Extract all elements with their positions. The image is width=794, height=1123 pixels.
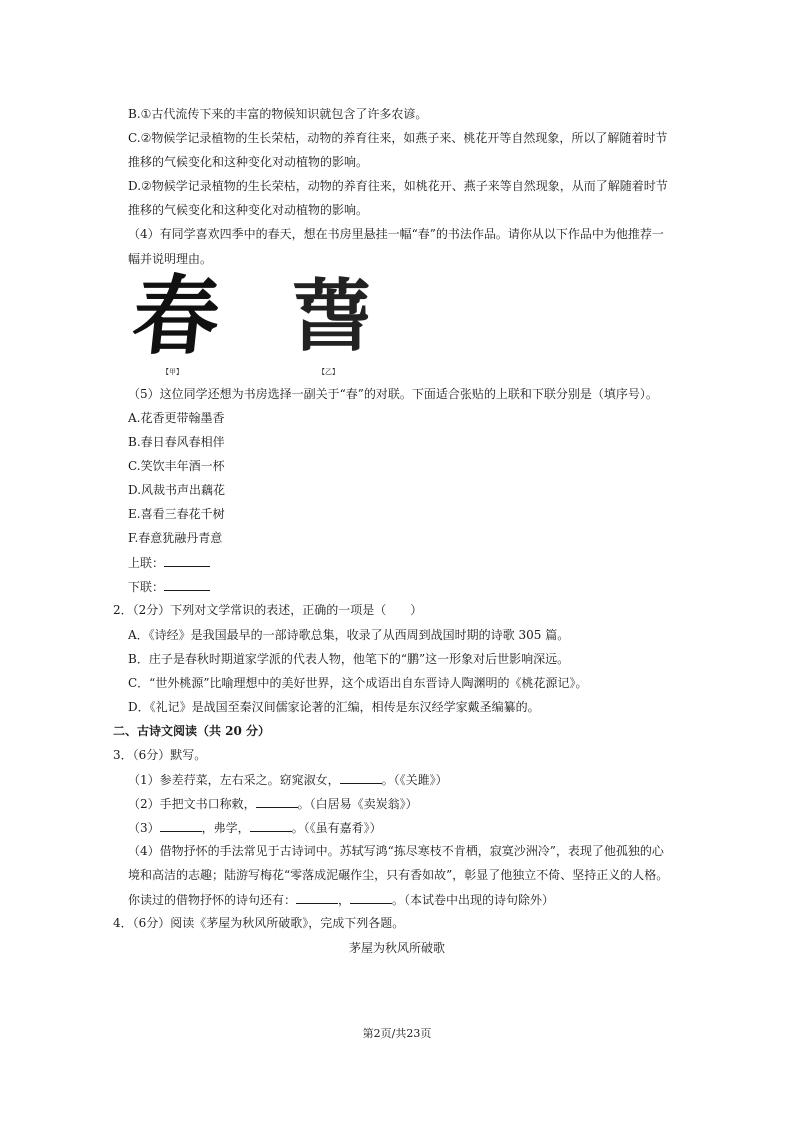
q2-stem: 2．（2分）下列对文学常识的表述，正确的一项是（ ） (113, 603, 423, 617)
q3-stem: 3．（6分）默写。 (113, 748, 207, 762)
q1-option-d-line1: D.②物候学记录植物的生长荣枯，动物的养育往来，如桃花开、燕子来等自然现象，从而了解随着时节 (128, 179, 668, 193)
q3-item-2-text: （2）手把文书口称敕， (128, 797, 256, 811)
page-number-footer: 第2页/共23页 (362, 1027, 432, 1040)
q3-item-2 (128, 795, 418, 812)
calligraphy-yi-image (292, 272, 371, 362)
q2-option-b: B．庄子是春秋时期道家学派的代表人物，他笔下的“鹏”这一形象对后世影响深远。 (128, 652, 570, 666)
calligraphy-jia-glyph: 春 (127, 266, 225, 367)
q3-item-3-blank-1[interactable] (160, 819, 202, 832)
q3-item-3 (128, 819, 382, 836)
q3-item-3-source: 。（《虽有嘉肴》） (291, 821, 382, 835)
calligraphy-jia-caption: 【甲】 (162, 368, 183, 376)
q3-item-4-blank-1[interactable] (296, 891, 338, 904)
q3-item-3-blank-2[interactable] (250, 819, 292, 832)
q3-item-2-source: 。（白居易《卖炭翁》） (297, 797, 418, 811)
q2-option-d: D．《礼记》是战国至秦汉间儒家论著的汇编，相传是东汉经学家戴圣编纂的。 (128, 700, 540, 714)
upper-couplet-blank[interactable] (164, 554, 210, 567)
q3-item-4-line3 (128, 891, 554, 908)
q2-option-c: C．“世外桃源”比喻理想中的美好世界，这个成语出自东晋诗人陶渊明的《桃花源记》。 (128, 676, 588, 690)
q3-item-1-text: （1）参差荇菜，左右采之。窈窕淑女， (128, 773, 340, 787)
calligraphy-yi-glyph: 萅 (292, 272, 371, 362)
q1-5-option-f: F.春意犹融丹青意 (128, 531, 223, 545)
q1-5-lower-couplet (128, 578, 210, 595)
q3-item-4-note: 。（本试卷中出现的诗句除外） (392, 893, 555, 907)
calligraphy-yi-caption: 【乙】 (318, 368, 339, 376)
poem-title: 茅屋为秋风所破歌 (348, 941, 445, 955)
q4-stem: 4．（6分）阅读《茅屋为秋风所破歌》，完成下列各题。 (113, 916, 405, 930)
section-2-heading: 二、古诗文阅读（共 20 分） (113, 724, 271, 738)
q3-item-4-line2: 境和高洁的志趣；陆游写梅花“零落成泥碾作尘，只有香如故”，彰显了他独立不倚、坚持正义的人格。 (128, 868, 669, 882)
q1-5-option-a: A.花香更带翰墨香 (128, 411, 225, 425)
q1-4-stem-line1: （4）有同学喜欢四季中的春天，想在书房里悬挂一幅“春”的书法作品。请你从以下作品中为他推荐一 (128, 227, 664, 241)
q3-item-3-text: ，弗学， (201, 821, 250, 835)
q1-5-option-b: B.春日春风春相伴 (128, 435, 225, 449)
q3-item-4-blank-2[interactable] (350, 891, 392, 904)
lower-couplet-blank[interactable] (164, 578, 210, 591)
lower-couplet-label: 下联： (128, 580, 165, 594)
calligraphy-jia-image (121, 266, 230, 367)
q2-option-a: A．《诗经》是我国最早的一部诗歌总集，收录了从西周到战国时期的诗歌 305 篇。 (128, 628, 570, 642)
q1-option-c-line2: 推移的气候变化和这种变化对动植物的影响。 (128, 155, 369, 169)
q1-5-option-e: E.喜看三春花千树 (128, 507, 225, 521)
q3-item-1-blank[interactable] (340, 771, 382, 784)
upper-couplet-label: 上联： (128, 556, 165, 570)
q3-item-1 (128, 771, 448, 788)
q1-5-option-c: C.笑饮丰年酒一杯 (128, 459, 225, 473)
q3-item-4-prompt: 你读过的借物抒怀的诗句还有： (128, 893, 297, 907)
q1-5-option-d: D.风裁书声出藕花 (128, 483, 226, 497)
q1-4-stem-line2: 幅并说明理由。 (128, 252, 213, 266)
q3-item-4-comma: ， (338, 893, 351, 907)
q3-item-1-source: 。（《关雎》） (381, 773, 448, 787)
q3-item-3-number: （3） (128, 821, 160, 835)
q1-option-b: B.①古代流传下来的丰富的物候知识就包含了许多农谚。 (128, 107, 428, 121)
q3-item-4-line1: （4）借物抒怀的手法常见于古诗词中。苏轼写鸿“拣尽寒枝不肯栖，寂寞沙洲冷”，表现了他孤独的心 (128, 844, 664, 858)
q1-5-stem: （5）这位同学还想为书房选择一副关于“春”的对联。下面适合张贴的上联和下联分别是（填序号）。 (128, 387, 658, 401)
q1-option-d-line2: 推移的气候变化和这种变化对动植物的影响。 (128, 203, 369, 217)
q1-option-c-line1: C.②物候学记录植物的生长荣枯，动物的养育往来，如燕子来、桃花开等自然现象，所以了解随着时节 (128, 131, 668, 145)
q3-item-2-blank[interactable] (256, 795, 298, 808)
q1-5-upper-couplet (128, 554, 210, 571)
